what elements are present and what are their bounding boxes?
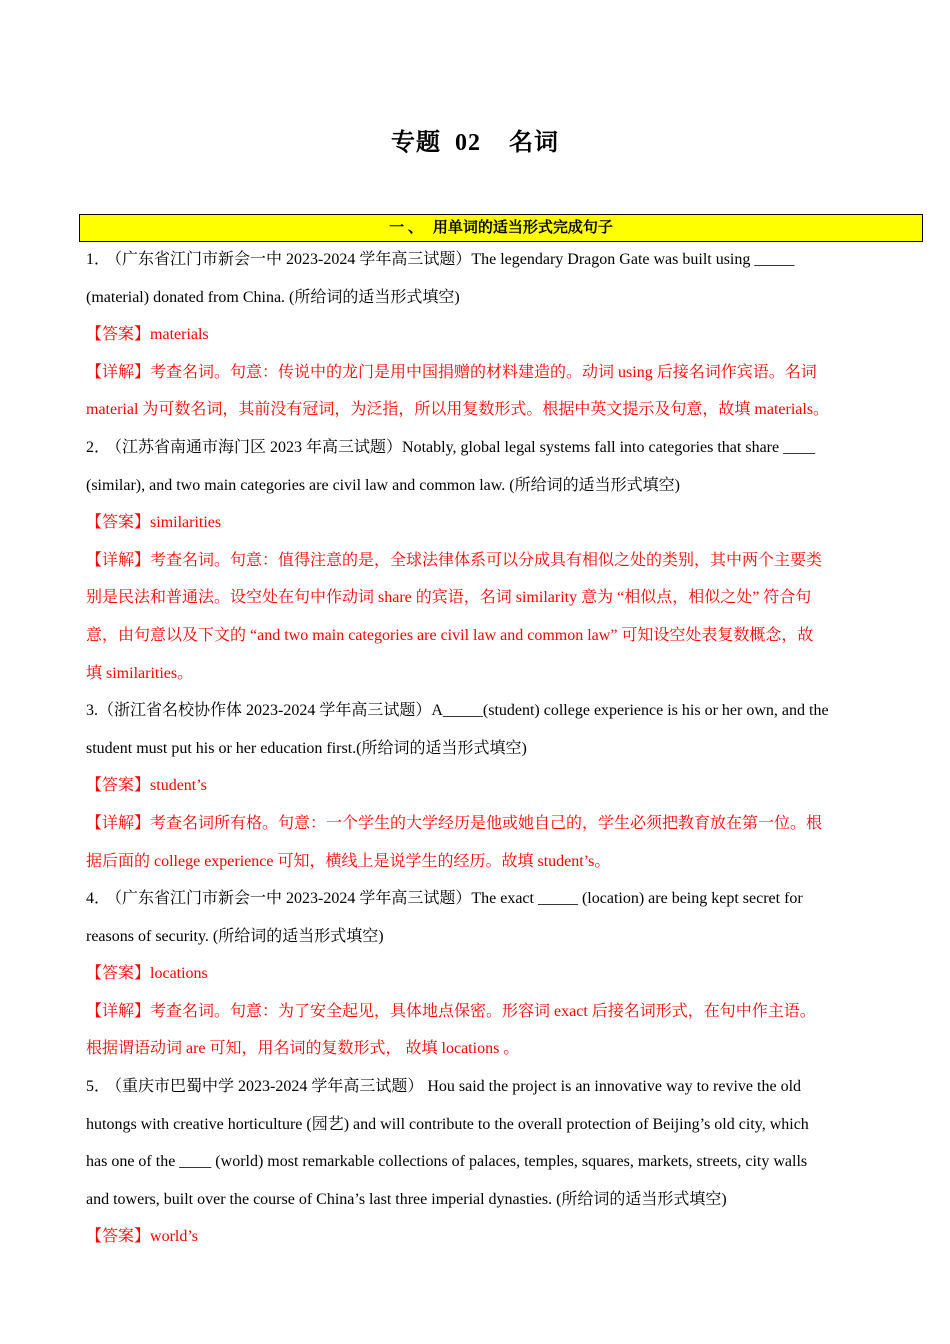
page-title (0, 122, 950, 157)
question-line: (similar), and two main categories are civil law and common law. (所给词的适当形式填空) (86, 476, 680, 494)
explain-line: 意，由句意以及下文的 “and two main categories are civil law and common law” 可知设空处表复数概念，故 (86, 626, 814, 644)
question-5 (86, 1068, 866, 1256)
questions-content (86, 241, 866, 1256)
question-line (86, 880, 866, 918)
question-text: （重庆市巴蜀中学 2023-2024 学年高三试题） Hou said the project is an innovative way to revive the old (114, 1078, 802, 1096)
answer-line (86, 1218, 866, 1256)
explain-text: 考查名词。句意：为了安全起见，具体地点保密。形容词 exact 后接名词形式，在句中作主语。 (150, 1002, 816, 1020)
question-line (86, 1068, 866, 1106)
question-line: reasons of security. (所给词的适当形式填空) (86, 927, 384, 945)
question-line: and towers, built over the course of China’s last three imperial dynasties. (所给词的适当形式填空) (86, 1190, 727, 1208)
explain-line (86, 542, 866, 580)
section-header (79, 214, 923, 242)
question-number: 5． (86, 1078, 111, 1096)
explain-label: 【详解】 (86, 551, 151, 569)
answer-line (86, 316, 866, 354)
answer-value: similarities (150, 514, 222, 532)
question-4 (86, 880, 866, 1068)
question-text: （广东省江门市新会一中 2023-2024 学年高三试题）The exact _____ (location) are being kept secret for (114, 890, 803, 908)
answer-value: locations (150, 965, 208, 983)
question-text: （江苏省南通市海门区 2023 年高三试题）Notably, global legal systems fall into categories that share ____ (114, 438, 816, 456)
explain-line: 别是民法和普通法。设空处在句中作动词 share 的宾语，名词 similarity 意为 “相似点，相似之处” 符合句 (86, 589, 812, 607)
question-line (86, 692, 866, 730)
explain-line (86, 805, 866, 843)
question-line: student must put his or her education first.(所给词的适当形式填空) (86, 739, 527, 757)
question-2 (86, 429, 866, 692)
answer-line (86, 955, 866, 993)
question-3 (86, 692, 866, 880)
question-text: （浙江省名校协作体 2023-2024 学年高三试题）A_____(student) college experience is his or her own, and the (98, 702, 829, 720)
section-number: 一 、 (389, 220, 423, 236)
answer-value: student’s (150, 777, 207, 795)
explain-text: 考查名词。句意：传说中的龙门是用中国捐赠的材料建造的。动词 using 后接名词作宾语。名词 (150, 363, 817, 381)
title-topic: 名词 (509, 130, 559, 156)
explain-text: 考查名词所有格。句意：一个学生的大学经历是他或她自己的，学生必须把教育放在第一位。根 (150, 814, 823, 832)
section-label: 用单词的适当形式完成句子 (432, 220, 613, 236)
explain-label: 【详解】 (86, 1002, 151, 1020)
question-line (86, 241, 866, 279)
question-line: (material) donated from China. (所给词的适当形式填空) (86, 288, 460, 306)
question-number: 2． (86, 438, 111, 456)
answer-label: 【答案】 (86, 326, 151, 344)
question-1 (86, 241, 866, 429)
question-number: 1． (86, 251, 111, 268)
explain-label: 【详解】 (86, 363, 151, 381)
question-line: hutongs with creative horticulture (园艺) and will contribute to the overall protection of Beijing’s old city, which (86, 1115, 809, 1133)
question-number: 3. (86, 702, 98, 720)
answer-label: 【答案】 (86, 965, 151, 983)
explain-label: 【详解】 (86, 814, 151, 832)
answer-line (86, 504, 866, 542)
explain-line: material 为可数名词，其前没有冠词，为泛指，所以用复数形式。根据中英文提示及句意，故填 materials。 (86, 401, 830, 419)
question-text: （广东省江门市新会一中 2023-2024 学年高三试题）The legendary Dragon Gate was built using _____ (114, 251, 795, 268)
question-line (86, 429, 866, 467)
question-number: 4． (86, 890, 111, 908)
explain-line (86, 354, 866, 392)
answer-value: materials (150, 326, 209, 344)
title-number: 02 (455, 130, 481, 156)
answer-value: world’s (150, 1228, 199, 1246)
answer-label: 【答案】 (86, 1228, 151, 1246)
answer-label: 【答案】 (86, 777, 151, 795)
explain-line (86, 993, 866, 1031)
question-line: has one of the ____ (world) most remarkable collections of palaces, temples, squares, markets, streets, city walls (86, 1153, 808, 1171)
answer-label: 【答案】 (86, 514, 151, 532)
answer-line (86, 767, 866, 805)
explain-line: 根据谓语动词 are 可知，用名词的复数形式， 故填 locations 。 (86, 1040, 520, 1058)
title-label: 专题 (391, 130, 441, 156)
explain-text: 考查名词。句意：值得注意的是，全球法律体系可以分成具有相似之处的类别，其中两个主要类 (150, 551, 823, 569)
explain-line: 据后面的 college experience 可知，横线上是说学生的经历。故填 student’s。 (86, 852, 611, 870)
explain-line: 填 similarities。 (86, 664, 194, 682)
